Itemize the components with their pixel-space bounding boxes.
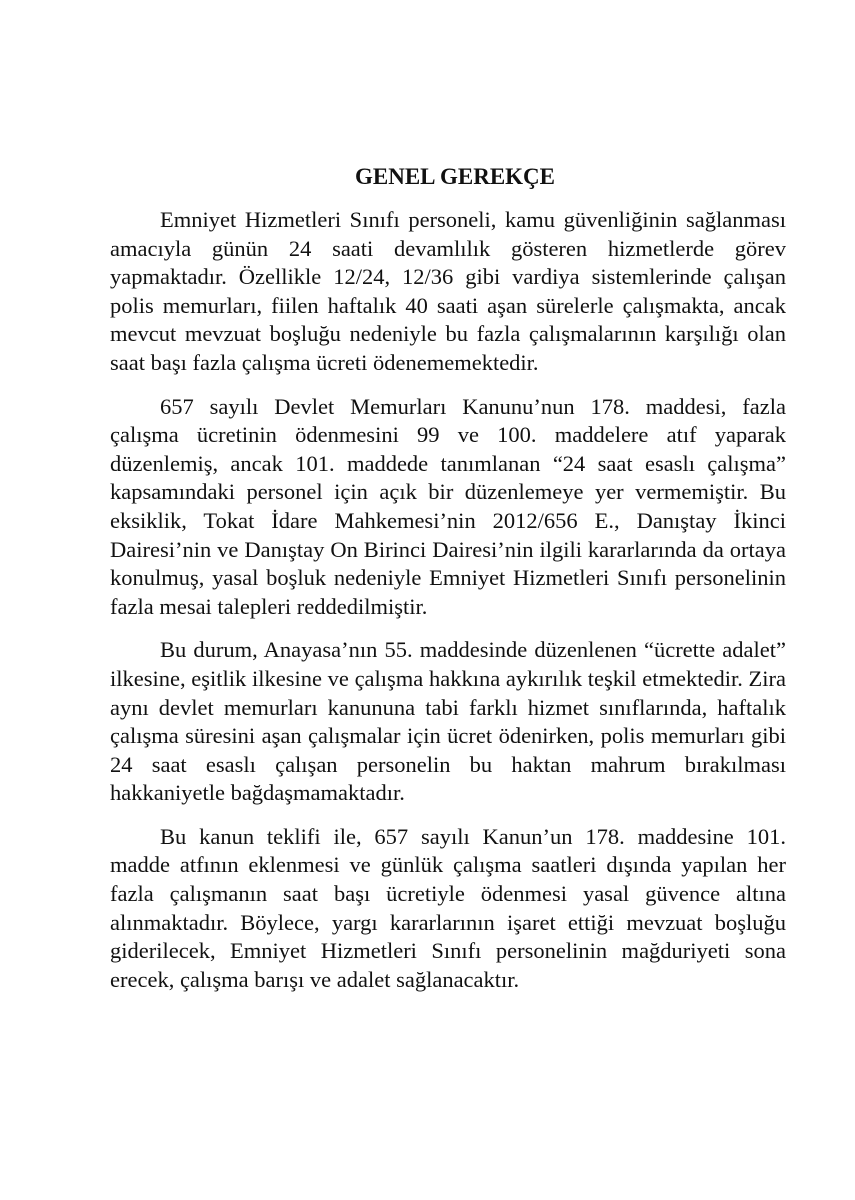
- document-body: [110, 162, 786, 1009]
- paragraph-3: Bu durum, Anayasa’nın 55. maddesinde düzenlenen “ücrette adalet” ilkesine, eşitlik ilkesine ve çalışma hakkına aykırılık teşkil etmektedir. Zira aynı devlet memurları kanununa tabi farklı hizmet sınıflarında, haftalık çalışma süresini aşan çalışmalar için ücret ödenirken, polis memurları gibi 24 saat esaslı çalışan personelin bu haktan mahrum bırakılması hakkaniyetle bağdaşmamaktadır.: [110, 637, 786, 806]
- paragraph-4: Bu kanun teklifi ile, 657 sayılı Kanun’un 178. maddesine 101. madde atfının eklenmesi ve günlük çalışma saatleri dışında yapılan her fazla çalışmanın saat başı ücretiyle ödenmesi yasal güvence altına alınmaktadır. Böylece, yargı kararlarının işaret ettiği mevzuat boşluğu giderilecek, Emniyet Hizmetleri Sınıfı personelinin mağduriyeti sona erecek, çalışma barışı ve adalet sağlanacaktır.: [110, 823, 786, 992]
- section-title: GENEL GEREKÇE: [354, 164, 556, 189]
- paragraph-2: 657 sayılı Devlet Memurları Kanunu’nun 178. maddesi, fazla çalışma ücretinin ödenmesini 99 ve 100. maddelere atıf yaparak düzenlemiş, ancak 101. maddede tanımlanan “24 saat esaslı çalışma” kapsamındaki personel için açık bir düzenlemeye yer vermemiştir. Bu eksiklik, Tokat İdare Mahkemesi’nin 2012/656 E., Danıştay İkinci Dairesi’nin ve Danıştay On Birinci Dairesi’nin ilgili kararlarında da ortaya konulmuş, yasal boşluk nedeniyle Emniyet Hizmetleri Sınıfı personelinin fazla mesai talepleri reddedilmiştir.: [110, 393, 786, 619]
- paragraph-1: Emniyet Hizmetleri Sınıfı personeli, kamu güvenliğinin sağlanması amacıyla günün 24 saati devamlılık gösteren hizmetlerde görev yapmaktadır. Özellikle 12/24, 12/36 gibi vardiya sistemlerinde çalışan polis memurları, fiilen haftalık 40 saati aşan sürelerle çalışmakta, ancak mevcut mevzuat boşluğu nedeniyle bu fazla çalışmalarının karşılığı olan saat başı fazla çalışma ücreti ödenememektedir.: [110, 207, 786, 375]
